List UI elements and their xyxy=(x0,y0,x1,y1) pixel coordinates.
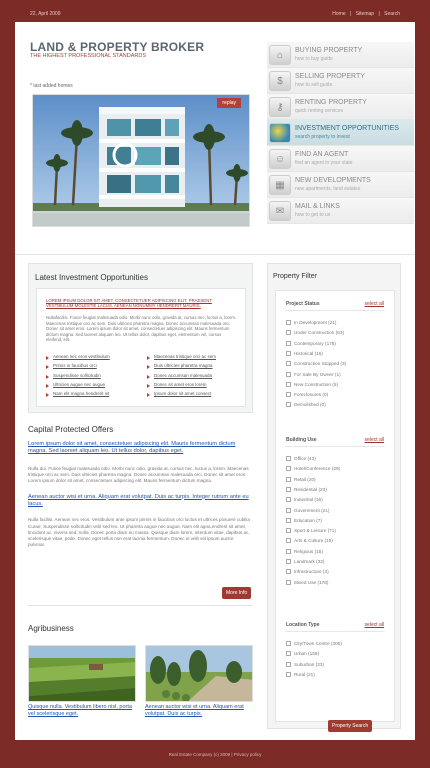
filter-option[interactable] xyxy=(286,477,316,486)
filter-section-line xyxy=(285,631,385,632)
filter-option-label: Office (43) xyxy=(294,456,316,461)
select-all-link[interactable]: select all xyxy=(364,622,384,628)
investment-link[interactable]: Aenean nec eros vestibulum xyxy=(46,354,110,363)
key-icon: ⚷ xyxy=(269,97,291,117)
investment-link[interactable]: Suspendisse sollicitudin xyxy=(46,373,110,382)
filter-option[interactable] xyxy=(286,320,336,329)
nav-item-5[interactable] xyxy=(267,172,414,198)
filter-checkbox[interactable] xyxy=(286,330,291,335)
sitemap-link[interactable]: Sitemap xyxy=(355,11,375,17)
filter-option-label: Mixed Use (178) xyxy=(294,579,329,585)
filter-option[interactable] xyxy=(286,497,323,506)
filter-checkbox[interactable] xyxy=(286,538,291,543)
filter-option-label: Education (7) xyxy=(294,517,322,523)
filter-checkbox[interactable] xyxy=(286,580,291,585)
investment-list-left xyxy=(46,354,110,400)
farmland-photo xyxy=(29,646,136,702)
filter-title: Property Filter xyxy=(273,273,317,280)
investment-link[interactable]: Ipsum dolor sit amet consect xyxy=(147,391,216,400)
investment-lead[interactable]: LOREM IPSUM DOLOR SIT AMET, CONSECTETUER ADIPISCING ELIT. PRAESENT VESTIBULUM MOLESTIE LACUS. AENEAN NONUMMY HENDRERIT MAURIS. xyxy=(46,298,212,309)
filter-option-label: Religious (15) xyxy=(294,548,323,554)
filter-checkbox[interactable] xyxy=(286,569,291,574)
filter-option-label: In Development (21) xyxy=(294,320,337,325)
filter-checkbox[interactable] xyxy=(286,549,291,554)
nav-item-title: INVESTMENT OPPORTUNITIES xyxy=(295,125,399,132)
filter-option-label: Arts & Culture (16) xyxy=(294,538,333,544)
filter-checkbox[interactable] xyxy=(286,641,291,646)
link-separator: | xyxy=(378,11,380,17)
filter-checkbox[interactable] xyxy=(286,456,291,461)
filter-checkbox[interactable] xyxy=(286,559,291,564)
filter-checkbox[interactable] xyxy=(286,528,291,533)
filter-checkbox[interactable] xyxy=(286,477,291,482)
link-separator: | xyxy=(350,11,352,17)
page-content xyxy=(15,22,415,740)
orchard-caption[interactable]: Aenean auctor wisi et urna. Aliquam erat volutpat. Duis ac turpis. xyxy=(145,704,244,717)
filter-option[interactable] xyxy=(286,456,316,465)
filter-option[interactable] xyxy=(286,641,342,650)
home-link[interactable]: Home xyxy=(332,11,346,17)
nav-item-1[interactable] xyxy=(267,68,414,94)
nav-item-title: MAIL & LINKS xyxy=(295,203,340,210)
filter-section-heading: Project Status xyxy=(286,301,320,307)
investment-content xyxy=(36,288,246,407)
investment-link[interactable]: Donec sit amet eros lorem xyxy=(147,382,216,391)
farmland-image[interactable] xyxy=(28,645,136,702)
investment-link[interactable]: Donec accumsan malesuada xyxy=(147,373,216,382)
filter-option-label: Rural (21) xyxy=(294,671,315,677)
filter-checkbox[interactable] xyxy=(286,508,291,513)
filter-option[interactable] xyxy=(286,351,323,360)
filter-option-label: Suburban (23) xyxy=(294,661,324,667)
filter-option[interactable] xyxy=(286,402,326,411)
nav-item-desc: how to get to us xyxy=(295,212,331,218)
capital-text xyxy=(28,466,250,548)
filter-checkbox[interactable] xyxy=(286,662,291,667)
nav-item-4[interactable] xyxy=(267,146,414,172)
filter-option[interactable] xyxy=(286,392,328,401)
filter-option[interactable] xyxy=(286,382,338,391)
mail-icon: ✉ xyxy=(269,201,291,221)
filter-option[interactable] xyxy=(286,580,328,589)
filter-option-label: Urban (158) xyxy=(294,651,320,657)
filter-option-label: Hotel/Conference (29) xyxy=(294,466,341,472)
filter-option-label: City/Town Centre (305) xyxy=(294,641,342,646)
main-nav xyxy=(267,42,414,224)
property-filter-panel xyxy=(267,263,401,729)
nav-item-6[interactable] xyxy=(267,198,414,224)
filter-checkbox[interactable] xyxy=(286,466,291,471)
villa-photo xyxy=(33,95,250,227)
nav-item-desc: how to sell guide xyxy=(295,82,333,88)
filter-checkbox[interactable] xyxy=(286,320,291,325)
filter-checkbox[interactable] xyxy=(286,382,291,387)
filter-option-label: New Construction (5) xyxy=(294,381,339,387)
filter-option[interactable] xyxy=(286,372,341,381)
filter-checkbox[interactable] xyxy=(286,672,291,677)
investment-link[interactable]: Maecenas tristique orci ac sem xyxy=(147,354,216,363)
filter-option-label: Foreclosures (0) xyxy=(294,392,329,398)
filter-option[interactable] xyxy=(286,508,329,517)
filter-option[interactable] xyxy=(286,569,329,578)
investment-list-right xyxy=(147,354,216,400)
select-all-link[interactable]: select all xyxy=(364,301,384,307)
capital-title: Capital Protected Offers xyxy=(28,425,114,434)
filter-option-label: Retail (20) xyxy=(294,476,316,482)
filter-checkbox[interactable] xyxy=(286,351,291,356)
filter-option[interactable] xyxy=(286,341,336,350)
investment-link[interactable]: Ultricies augue nec augue xyxy=(46,382,110,391)
filter-option-label: Historical (16) xyxy=(294,350,323,356)
globe-icon xyxy=(269,123,291,143)
filter-option-label: Government (21) xyxy=(294,507,330,513)
filter-content xyxy=(275,290,395,729)
filter-option[interactable] xyxy=(286,651,319,660)
site-tagline: THE HIGHEST PROFESSIONAL STANDARDS xyxy=(30,53,147,59)
site-logo-title[interactable]: LAND & PROPERTY BROKER xyxy=(30,40,205,54)
nav-item-desc: quick renting services xyxy=(295,108,344,114)
filter-option-label: Sport & Leisure (71) xyxy=(294,528,336,534)
featured-home-image[interactable] xyxy=(32,94,250,227)
filter-option[interactable] xyxy=(286,672,315,681)
filter-option[interactable] xyxy=(286,518,322,527)
filter-option-label: Industrial (16) xyxy=(294,497,323,503)
filter-option-label: For Sale By Owner (1) xyxy=(294,371,341,377)
footer: Real Estate Company (c) 2009 | Privacy policy xyxy=(168,752,262,757)
filter-checkbox[interactable] xyxy=(286,651,291,656)
top-bar xyxy=(0,0,430,22)
investment-link[interactable]: Primis in faucibus orci xyxy=(46,363,110,372)
nav-item-title: SELLING PROPERTY xyxy=(295,73,365,80)
nav-item-title: NEW DEVELOPMENTS xyxy=(295,177,371,184)
farmland-caption[interactable]: Quisque nulla. Vestibulum libero nisl, porta vel scelerisque eget. xyxy=(28,704,132,717)
filter-option-label: Landmark (32) xyxy=(294,559,325,564)
nav-item-3[interactable] xyxy=(267,120,414,146)
orchard-photo xyxy=(146,646,253,702)
filter-checkbox[interactable] xyxy=(286,361,291,366)
capital-link-2[interactable]: Aenean auctor wisi et urna. Aliquam erat volutpat. Duis ac turpis. Integer rutrum ante eu lacus. xyxy=(28,493,249,508)
filter-option[interactable] xyxy=(286,538,333,547)
filter-option[interactable] xyxy=(286,549,323,558)
header-divider xyxy=(15,254,415,255)
filter-checkbox[interactable] xyxy=(286,392,291,397)
investment-title: Latest Investment Opportunities xyxy=(35,273,148,282)
sale-icon: $ xyxy=(269,71,291,91)
filter-option[interactable] xyxy=(286,662,324,671)
filter-option-label: Demolished (0) xyxy=(294,402,326,408)
nav-item-desc: search property to invest xyxy=(295,134,350,140)
filter-option-label: Infrastructure (4) xyxy=(294,569,329,575)
nav-item-desc: how to buy guide xyxy=(295,56,333,62)
capital-paragraph-2: Nulla facilisi. Aenean nec eros. Vestibulum ante ipsum primis in faucibus orci luctus et ultrices posuere cubilia Curae; Suspendisse sollicitudin velit sed leo. Ut pharetra augue nec augue. Nam elit agna,endrerit sit amet, tincidunt ac, viverra sed, nulla. Donec porta diam eu massa. Quisque diam lorem, interdum vitae, dapibus ac, scelerisque vitae, pede. Donec eget tellus non erat lacinia fermentum. Donec in velit vel ipsum auctor pulvinar. xyxy=(28,517,250,548)
filter-checkbox[interactable] xyxy=(286,341,291,346)
filter-checkbox[interactable] xyxy=(286,402,291,407)
filter-option-label: Under Construction (63) xyxy=(294,330,345,336)
investment-link[interactable]: Nam elit magna hendrerit sit xyxy=(46,391,110,400)
filter-option[interactable] xyxy=(286,361,346,370)
current-date: 22, April 2009 xyxy=(30,11,61,17)
filter-checkbox[interactable] xyxy=(286,372,291,377)
nav-item-0[interactable] xyxy=(267,42,414,68)
filter-option[interactable] xyxy=(286,330,344,339)
investment-panel xyxy=(28,263,253,413)
property-search-button[interactable]: Property Search xyxy=(328,720,372,732)
nav-item-title: BUYING PROPERTY xyxy=(295,47,363,54)
nav-item-2[interactable] xyxy=(267,94,414,120)
filter-option-label: Contemporary (178) xyxy=(294,340,336,346)
nav-item-desc: find an agent in your state xyxy=(295,160,353,166)
agent-icon: ☺ xyxy=(269,149,291,169)
house-icon: ⌂ xyxy=(269,45,291,65)
capital-paragraph-1: Nulla dui. Fusce feugiat malesuada odio. Morbi nunc odio, gravida at, cursus nec, luctus a, lorem. Maecenas tristique orci ac sem. Duis ultricies pharetra magna. Donec accumsan malesuada orci. Donec sit amet eros. Lorem ipsum dolor sit amet, consectetuer adipiscing elit. Mauris fermentum dictum magna. xyxy=(28,466,249,484)
nav-item-desc: new apartments, land estates xyxy=(295,186,361,192)
filter-option[interactable] xyxy=(286,487,327,496)
investment-link[interactable]: Duis ultricies pharetra magna xyxy=(147,363,216,372)
agribusiness-title: Agribusiness xyxy=(28,624,74,633)
nav-item-title: FIND AN AGENT xyxy=(295,151,349,158)
filter-checkbox[interactable] xyxy=(286,497,291,502)
section-divider xyxy=(28,605,252,606)
replay-button[interactable]: replay xyxy=(217,98,241,108)
investment-paragraph: Nullafacilisi. Fusce feugiat malesuada odio. Morbi nunc odio, gravida at, cursus nec, luctus a, lorem. Maecenas tristique orci ac sem. Duis ultricies pharetra magna. Donec accumsan malesuada orci. Donec sit amet eros. Lorem ipsum dolor sit amet, consectetuer adipiscing elit. Mauris fermentum dictum magna. Sed laoreet aliquam leo. Ut tellus dolor, dapibus eget, elementum vel, cursus eleifend, elit. xyxy=(46,315,237,343)
hero-caption: * last added homes xyxy=(30,83,73,89)
filter-section-line xyxy=(285,446,385,447)
filter-option-label: Residential (23) xyxy=(294,486,327,492)
nav-item-title: RENTING PROPERTY xyxy=(295,99,367,106)
capital-lead-link[interactable]: Lorem ipsum dolor sit amet, consectetuer adipiscing elit. Mauris fermentum dictum magna. Sed laoreet aliquam leo. Ut tellus dolor, dapibus eget. xyxy=(28,441,236,455)
filter-option[interactable] xyxy=(286,466,340,475)
filter-checkbox[interactable] xyxy=(286,518,291,523)
filter-section-heading: Location Type xyxy=(286,622,320,628)
filter-option-label: Construction Stopped (3) xyxy=(294,361,347,367)
filter-checkbox[interactable] xyxy=(286,487,291,492)
top-links xyxy=(329,11,400,17)
filter-option[interactable] xyxy=(286,559,324,568)
filter-option[interactable] xyxy=(286,528,336,537)
more-info-button[interactable]: More Info xyxy=(222,587,251,599)
filter-section-line xyxy=(285,310,385,311)
select-all-link[interactable]: select all xyxy=(364,437,384,443)
search-link[interactable]: Search xyxy=(384,11,400,17)
orchard-image[interactable] xyxy=(145,645,253,702)
building-icon: ▦ xyxy=(269,175,291,195)
filter-section-heading: Building Use xyxy=(286,437,317,443)
